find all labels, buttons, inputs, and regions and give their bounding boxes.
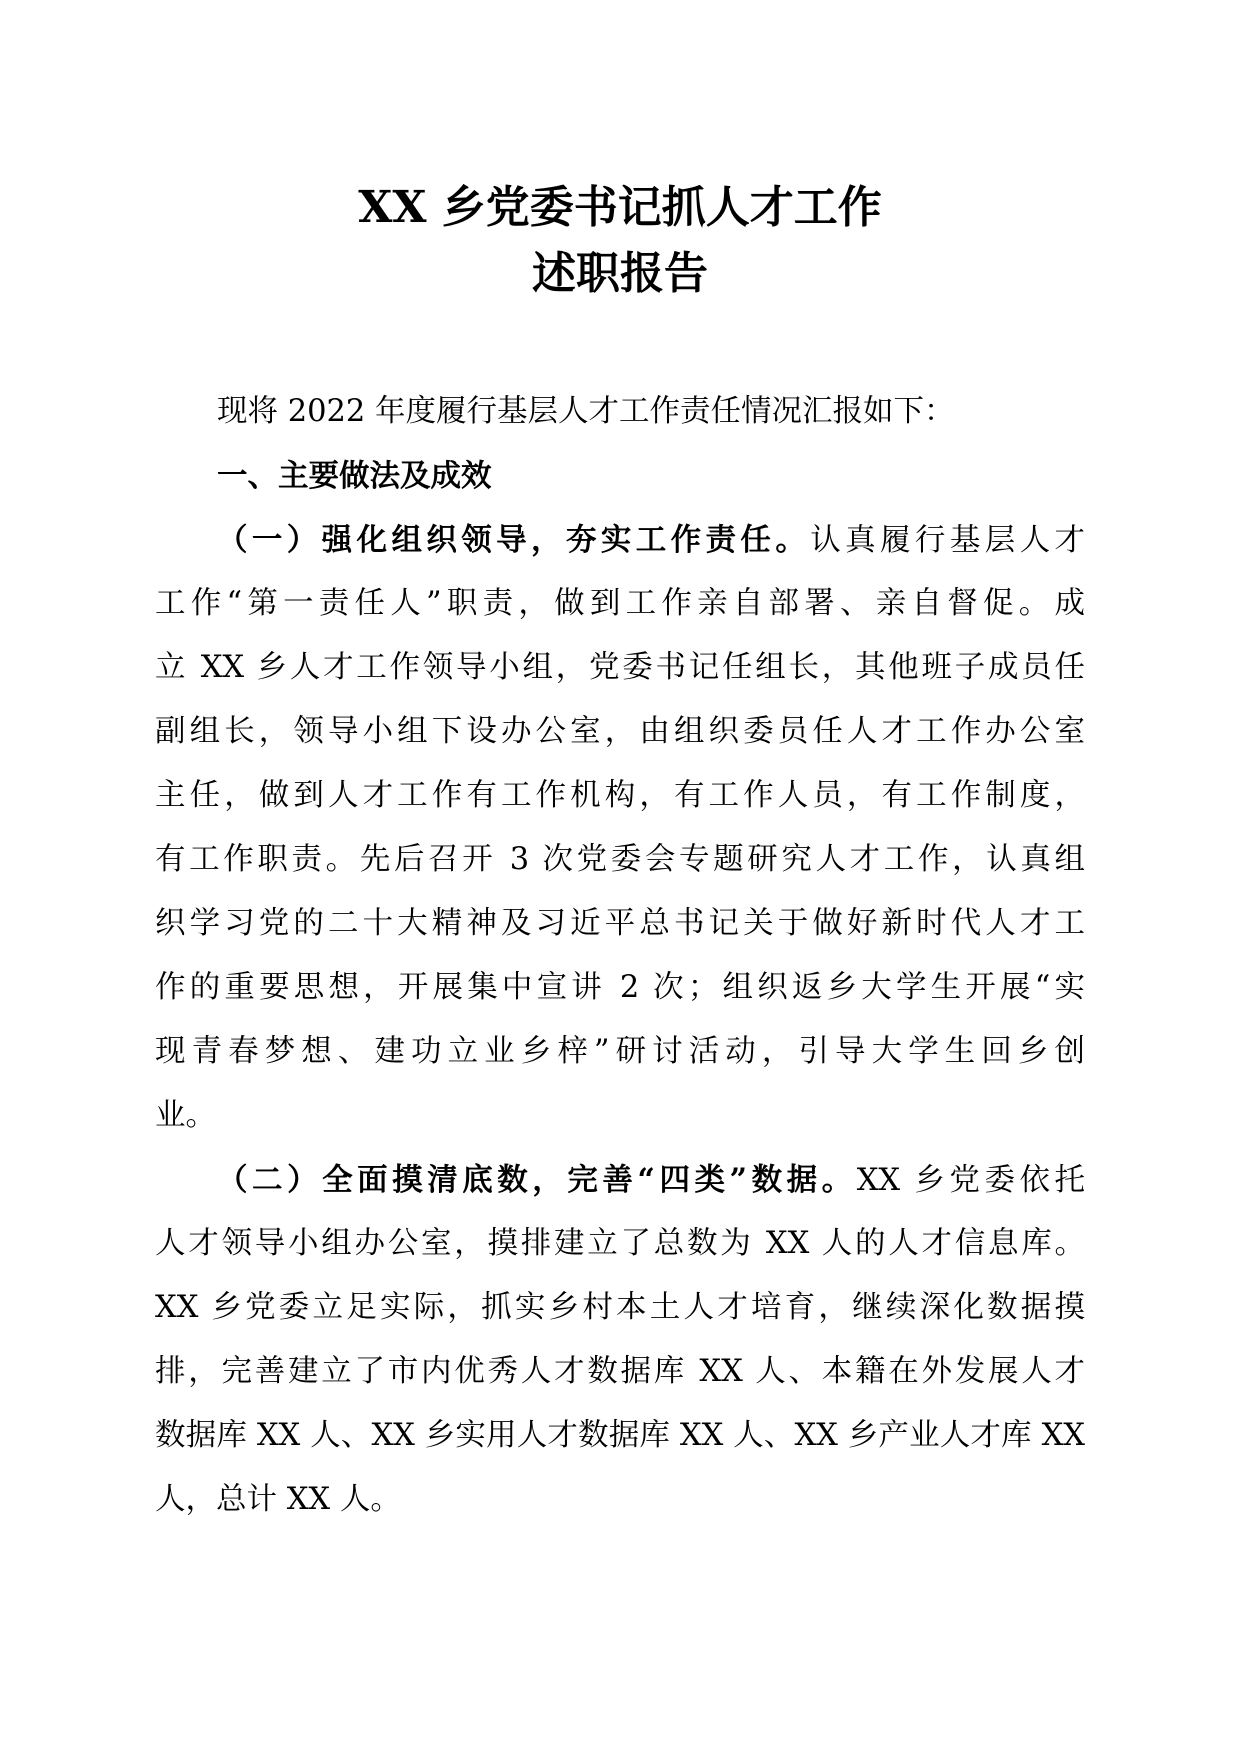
paragraph-line: 排，完善建立了市内优秀人才数据库 XX 人、本籍在外发展人才: [155, 1354, 1085, 1389]
intro-paragraph: 现将 2022 年度履行基层人才工作责任情况汇报如下：: [217, 394, 955, 429]
paragraph-line: 业。: [155, 1098, 216, 1133]
item-text: 认真履行基层人才: [810, 523, 1086, 558]
paragraph-line: 工作“第一责任人”职责，做到工作亲自部署、亲自督促。成: [155, 586, 1085, 621]
item-subheading: （二）全面摸清底数，完善“四类”数据。: [217, 1162, 857, 1198]
paragraph-line: 主任，做到人才工作有工作机构，有工作人员，有工作制度，: [155, 778, 1085, 813]
section-heading: 一、主要做法及成效: [217, 458, 492, 494]
document-title-line-1: XX 乡党委书记抓人才工作: [358, 182, 882, 233]
paragraph-line: XX 乡党委立足实际，抓实乡村本土人才培育，继续深化数据摸: [155, 1290, 1085, 1325]
paragraph-line: [217, 520, 1085, 561]
paragraph-line: 数据库 XX 人、XX 乡实用人才数据库 XX 人、XX 乡产业人才库 XX: [155, 1418, 1085, 1453]
paragraph-line: 人才领导小组办公室，摸排建立了总数为 XX 人的人才信息库。: [155, 1226, 1085, 1261]
paragraph-line: 副组长，领导小组下设办公室，由组织委员任人才工作办公室: [155, 714, 1085, 749]
paragraph-line: 立 XX 乡人才工作领导小组，党委书记任组长，其他班子成员任: [155, 650, 1085, 685]
paragraph-line: 作的重要思想，开展集中宣讲 2 次；组织返乡大学生开展“实: [155, 970, 1085, 1005]
paragraph-line: 织学习党的二十大精神及习近平总书记关于做好新时代人才工: [155, 906, 1085, 941]
document-title-line-2: 述职报告: [532, 248, 708, 299]
paragraph-line: 有工作职责。先后召开 3 次党委会专题研究人才工作，认真组: [155, 842, 1085, 877]
item-subheading: （一）强化组织领导，夯实工作责任。: [217, 522, 811, 558]
paragraph-line: 人，总计 XX 人。: [155, 1482, 401, 1517]
paragraph-line: [217, 1160, 1085, 1201]
paragraph-line: 现青春梦想、建功立业乡梓”研讨活动，引导大学生回乡创: [155, 1034, 1085, 1069]
item-text: XX 乡党委依托: [856, 1163, 1086, 1198]
